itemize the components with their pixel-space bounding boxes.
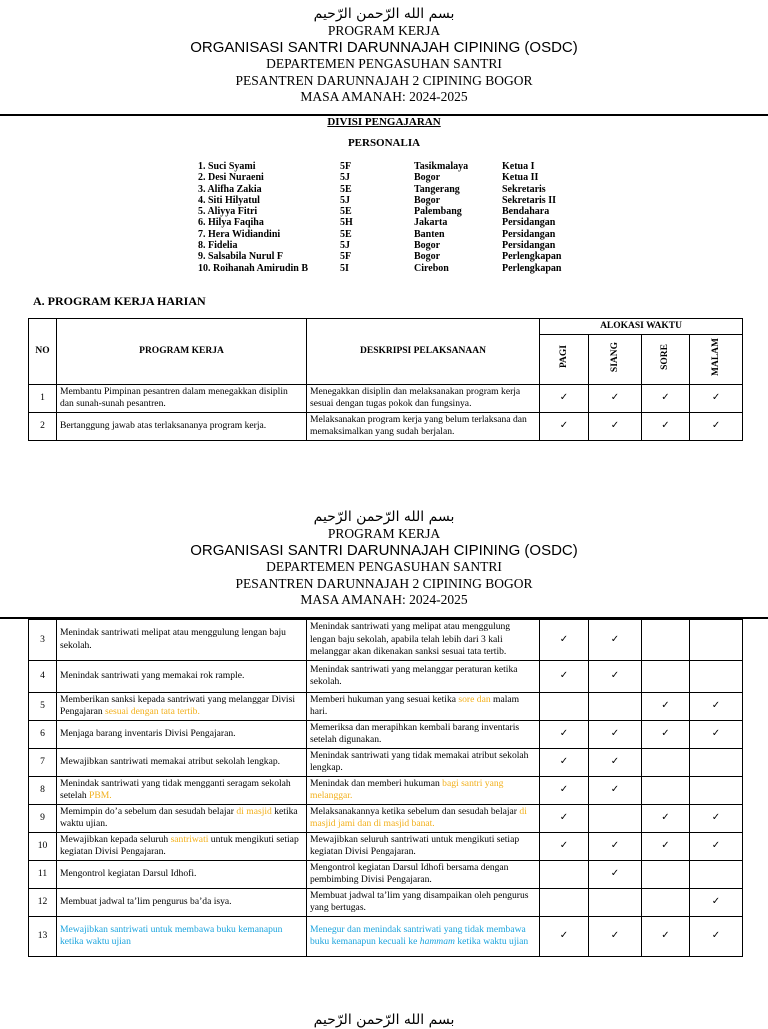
check-icon: ✓	[642, 412, 690, 440]
check-icon: ✓	[589, 660, 642, 692]
personalia-list	[198, 161, 582, 274]
program-table-page1	[28, 318, 743, 441]
check-icon: ✓	[589, 412, 642, 440]
table-row: 8 Menindak santriwati yang tidak mengganti seragam sekolah setelah PBM. Menindak dan memberi hukuman bagi santri yang melanggar. ✓ ✓	[29, 776, 743, 804]
page-header-1	[0, 5, 768, 106]
personalia-title: PERSONALIA	[347, 137, 421, 149]
check-icon: ✓	[642, 692, 690, 720]
header-organisasi: ORGANISASI SANTRI DARUNNAJAH CIPINING (OSDC)	[190, 38, 578, 56]
basmala: بسم الله الرّحمن الرّحيم	[313, 1012, 455, 1028]
check-icon: ✓	[540, 804, 589, 832]
header-organisasi: ORGANISASI SANTRI DARUNNAJAH CIPINING (OSDC)	[190, 541, 578, 559]
page-header-2	[0, 508, 768, 609]
check-icon: ✓	[540, 620, 589, 661]
member-row: 8. Fidelia 5J Bogor Persidangan	[198, 240, 556, 252]
check-icon: ✓	[642, 832, 690, 860]
check-icon: ✓	[690, 804, 743, 832]
check-icon: ✓	[642, 384, 690, 412]
header-program-kerja: PROGRAM KERJA	[327, 526, 441, 541]
member-row: 7. Hera Widiandini 5E Banten Persidangan	[198, 228, 556, 240]
check-icon: ✓	[642, 720, 690, 748]
table-row: 2 Bertanggung jawab atas terlaksananya program kerja. Melaksanakan program kerja yang belum terlaksana dan memaksimalkan yang sudah berjalan. ✓ ✓ ✓ ✓	[29, 412, 743, 440]
header-departemen: DEPARTEMEN PENGASUHAN SANTRI	[266, 56, 502, 71]
table-row: 12 Membuat jadwal ta’lim pengurus ba’da isya. Membuat jadwal ta’lim yang disampaikan oleh pengurus yang bertugas. ✓	[29, 888, 743, 916]
check-icon: ✓	[540, 660, 589, 692]
table-row: 4 Menindak santriwati yang memakai rok rample. Menindak santriwati yang melanggar peraturan ketika sekolah. ✓ ✓	[29, 660, 743, 692]
check-icon: ✓	[642, 804, 690, 832]
table-row: 6 Menjaga barang inventaris Divisi Pengajaran. Memeriksa dan merapihkan kembali barang inventaris setelah digunakan. ✓ ✓ ✓ ✓	[29, 720, 743, 748]
check-icon: ✓	[540, 384, 589, 412]
table-row: 1 Membantu Pimpinan pesantren dalam menegakkan disiplin dan sunah-sunah pesantren. Menegakkan disiplin dan melaksanakan program kerja sesuai dengan tugas pokok dan fungsinya. ✓ ✓ ✓ ✓	[29, 384, 743, 412]
header-program-kerja: PROGRAM KERJA	[57, 319, 307, 385]
check-icon: ✓	[540, 748, 589, 776]
check-icon: ✓	[589, 748, 642, 776]
check-icon: ✓	[589, 776, 642, 804]
check-icon: ✓	[642, 916, 690, 956]
check-icon: ✓	[690, 692, 743, 720]
check-icon: ✓	[690, 720, 743, 748]
header-departemen: DEPARTEMEN PENGASUHAN SANTRI	[266, 559, 502, 574]
header-program-kerja: PROGRAM KERJA	[327, 23, 441, 38]
table-row: 13 Mewajibkan santriwati untuk membawa buku kemanapun ketika waktu ujian Menegur dan menindak santriwati yang tidak membawa buku kemanapun kecuali ke hammam ketika waktu ujian ✓ ✓ ✓ ✓	[29, 916, 743, 956]
basmala: بسم الله الرّحمن الرّحيم	[313, 509, 455, 525]
section-a-title: A. PROGRAM KERJA HARIAN	[33, 294, 206, 308]
table-row: 9 Memimpin do’a sebelum dan sesudah belajar di masjid ketika waktu ujian. Melaksanakannya ketika sebelum dan sesudah belajar di masjid jami dan di masjid banat. ✓ ✓ ✓	[29, 804, 743, 832]
check-icon: ✓	[589, 832, 642, 860]
header-masa-amanah: MASA AMANAH: 2024-2025	[300, 89, 468, 104]
member-row: 10. Roihanah Amirudin B 5I Cirebon Perlengkapan	[198, 262, 562, 274]
check-icon: ✓	[690, 888, 743, 916]
check-icon: ✓	[540, 776, 589, 804]
check-icon: ✓	[589, 384, 642, 412]
check-icon: ✓	[540, 832, 589, 860]
check-icon: ✓	[690, 384, 743, 412]
check-icon: ✓	[540, 916, 589, 956]
check-icon: ✓	[690, 412, 743, 440]
table-row: 5 Memberikan sanksi kepada santriwati yang melanggar Divisi Pengajaran sesuai dengan tata tertib. Memberi hukuman yang sesuai ketika sore dan malam hari. ✓ ✓	[29, 692, 743, 720]
header-pesantren: PESANTREN DARUNNAJAH 2 CIPINING BOGOR	[235, 72, 533, 88]
table-row: 3 Menindak santriwati melipat atau menggulung lengan baju sekolah. Menindak santriwati yang melipat atau menggulung lengan baju sekolah, apabila telah lebih dari 3 kali melanggar akan dikenakan sanksi sesuai tata tertib. ✓ ✓	[29, 620, 743, 661]
member-row: 1. Suci Syami 5F Tasikmalaya Ketua I	[198, 161, 535, 172]
header-deskripsi: DESKRIPSI PELAKSANAAN	[307, 319, 540, 385]
header-malam: MALAM	[710, 337, 721, 376]
header-no: NO	[29, 319, 57, 385]
check-icon: ✓	[540, 412, 589, 440]
member-row: 2. Desi Nuraeni 5J Bogor Ketua II	[198, 172, 539, 184]
member-row: 6. Hilya Faqiha 5H Jakarta Persidangan	[198, 217, 556, 229]
page-header-3	[0, 1011, 768, 1029]
table-row: 11 Mengontrol kegiatan Darsul Idhofi. Mengontrol kegiatan Darsul Idhofi bersama dengan pembimbing Divisi Pengajaran. ✓	[29, 860, 743, 888]
member-row: 5. Aliyya Fitri 5E Palembang Bendahara	[198, 206, 550, 218]
table-row: 7 Mewajibkan santriwati memakai atribut sekolah lengkap. Menindak santriwati yang tidak memakai atribut sekolah lengkap. ✓ ✓	[29, 748, 743, 776]
check-icon: ✓	[540, 720, 589, 748]
check-icon: ✓	[589, 620, 642, 661]
check-icon: ✓	[589, 916, 642, 956]
header-masa-amanah: MASA AMANAH: 2024-2025	[300, 592, 468, 607]
header-pesantren: PESANTREN DARUNNAJAH 2 CIPINING BOGOR	[235, 575, 533, 591]
check-icon: ✓	[589, 860, 642, 888]
member-row: 3. Alifha Zakia 5E Tangerang Sekretaris	[198, 183, 546, 195]
member-row: 9. Salsabila Nurul F 5F Bogor Perlengkapan	[198, 251, 562, 263]
header-pagi: PAGI	[558, 345, 569, 369]
program-table-page2	[28, 619, 743, 957]
check-icon: ✓	[589, 720, 642, 748]
header-siang: SIANG	[609, 341, 620, 372]
header-alokasi-waktu: ALOKASI WAKTU	[540, 319, 743, 335]
header-sore: SORE	[660, 343, 671, 370]
check-icon: ✓	[690, 832, 743, 860]
member-row: 4. Siti Hilyatul 5J Bogor Sekretaris II	[198, 194, 556, 206]
check-icon: ✓	[690, 916, 743, 956]
basmala: بسم الله الرّحمن الرّحيم	[313, 6, 455, 22]
divisi-title: DIVISI PENGAJARAN	[327, 116, 441, 128]
table-row: 10 Mewajibkan kepada seluruh santriwati untuk mengikuti setiap kegiatan Divisi Pengajaran. Mewajibkan seluruh santriwati untuk mengikuti setiap kegiatan Divisi Pengajaran. ✓ ✓ ✓ ✓	[29, 832, 743, 860]
